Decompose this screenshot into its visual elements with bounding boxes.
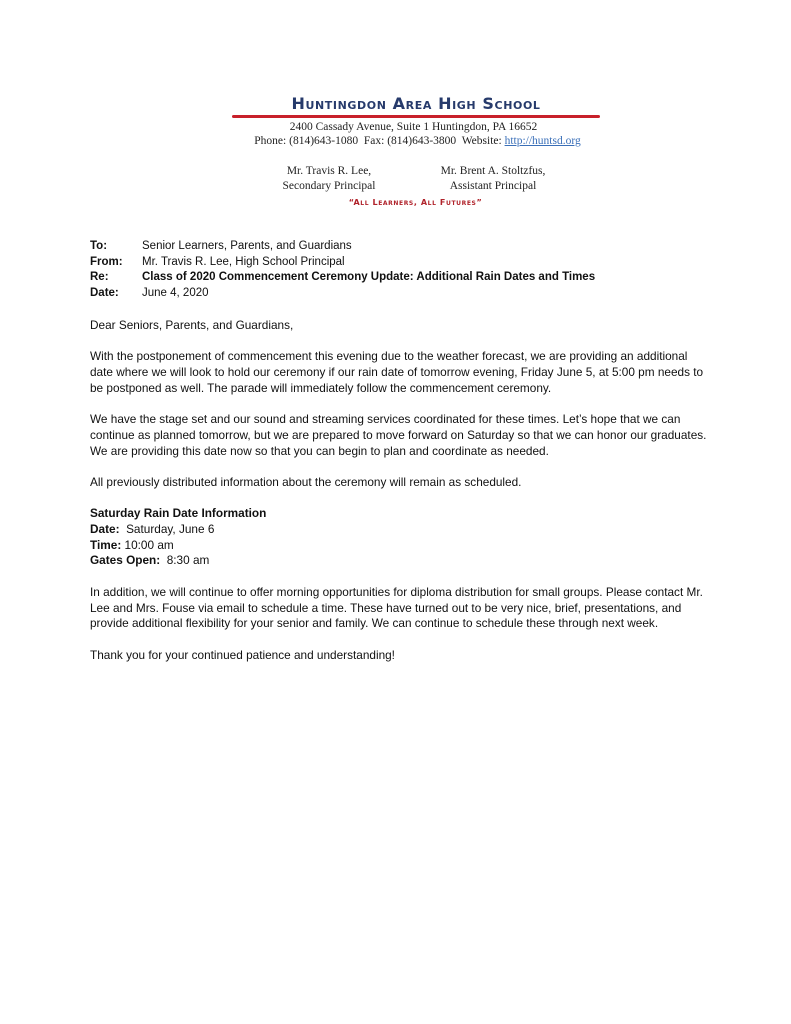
rain-date-date-label: Date:: [90, 522, 120, 537]
salutation: Dear Seniors, Parents, and Guardians,: [90, 318, 294, 332]
rain-date-gates-value: 8:30 am: [166, 553, 210, 568]
memo-to-value: Senior Learners, Parents, and Guardians: [142, 240, 352, 252]
rain-date-gates-row: [90, 553, 710, 569]
website-label: Website:: [461, 135, 502, 147]
phone-number: (814)643-1080: [289, 135, 359, 147]
memo-from-row: [90, 255, 595, 271]
memo-re-label: Re:: [90, 271, 109, 283]
rain-date-time-value: 10:00 am: [124, 537, 174, 552]
closing: Thank you for your continued patience and understanding!: [90, 647, 395, 662]
memo-to-label: To:: [90, 240, 108, 252]
phone-label: Phone:: [254, 135, 287, 147]
memo-from-label: From:: [90, 255, 123, 268]
rain-date-time-row: [90, 538, 710, 554]
paragraph-diploma-distribution: In addition, we will continue to offer morning opportunities for diploma distribution for small groups. Please contact Mr. Lee and Mrs. Fouse via email to schedule a time. These have turned out to be very nice, brief, presentations, and provide additional flexibility for your senior and family. We can continue to schedule these through next week.: [90, 584, 703, 631]
school-address: 2400 Cassady Avenue, Suite 1 Huntingdon, PA 16652: [289, 121, 538, 133]
school-motto: “All Learners, All Futures”: [348, 198, 483, 207]
principal-assistant: [434, 164, 552, 193]
memo-header: [90, 239, 595, 301]
memo-from-value: Mr. Travis R. Lee, High School Principal: [142, 255, 345, 268]
letterhead-red-rule: [232, 115, 600, 118]
principal-title: Assistant Principal: [449, 179, 537, 192]
rain-date-gates-label: Gates Open:: [90, 553, 161, 568]
contact-line: [22, 135, 791, 147]
paragraph-stage-set: We have the stage set and our sound and streaming services coordinated for these times. Let’s hope that we can continue as planned tomorrow, but we are prepared to move forward on Saturday so that we can honor our graduates. We are providing this date now so that you can begin to plan and coordinate as needed.: [90, 412, 707, 458]
principal-secondary: [276, 164, 382, 193]
memo-date-row: [90, 286, 595, 302]
rain-date-info: [90, 506, 710, 569]
rain-date-heading: Saturday Rain Date Information: [90, 506, 267, 521]
memo-re-value: Class of 2020 Commencement Ceremony Update: Additional Rain Dates and Times: [142, 271, 596, 283]
website-link[interactable]: http://huntsd.org: [504, 135, 581, 147]
memo-date-value: June 4, 2020: [142, 286, 209, 299]
paragraph-postponement: With the postponement of commencement this evening due to the weather forecast, we are providing an additional date where we will look to hold our ceremony if our rain date of tomorrow evening, Friday June 5, at 5:00 pm needs to be postponed as well. The parade will immediately follow the commencement ceremony.: [90, 349, 704, 395]
fax-number: (814)643-3800: [387, 135, 457, 147]
memo-date-label: Date:: [90, 286, 119, 299]
rain-date-date-row: [90, 522, 710, 538]
school-name: Huntingdon Area High School: [291, 94, 541, 113]
principal-title: Secondary Principal: [282, 179, 376, 192]
letter-body: [90, 318, 710, 679]
rain-date-time-label: Time:: [90, 537, 122, 552]
rain-date-date-value: Saturday, June 6: [126, 522, 215, 537]
principal-name: Mr. Brent A. Stoltzfus,: [440, 165, 546, 177]
memo-re-row: [90, 270, 595, 286]
paragraph-previous-info: All previously distributed information about the ceremony will remain as scheduled.: [90, 474, 522, 489]
memo-to-row: [90, 239, 595, 255]
fax-label: Fax:: [363, 135, 385, 147]
principal-name: Mr. Travis R. Lee,: [286, 165, 372, 177]
